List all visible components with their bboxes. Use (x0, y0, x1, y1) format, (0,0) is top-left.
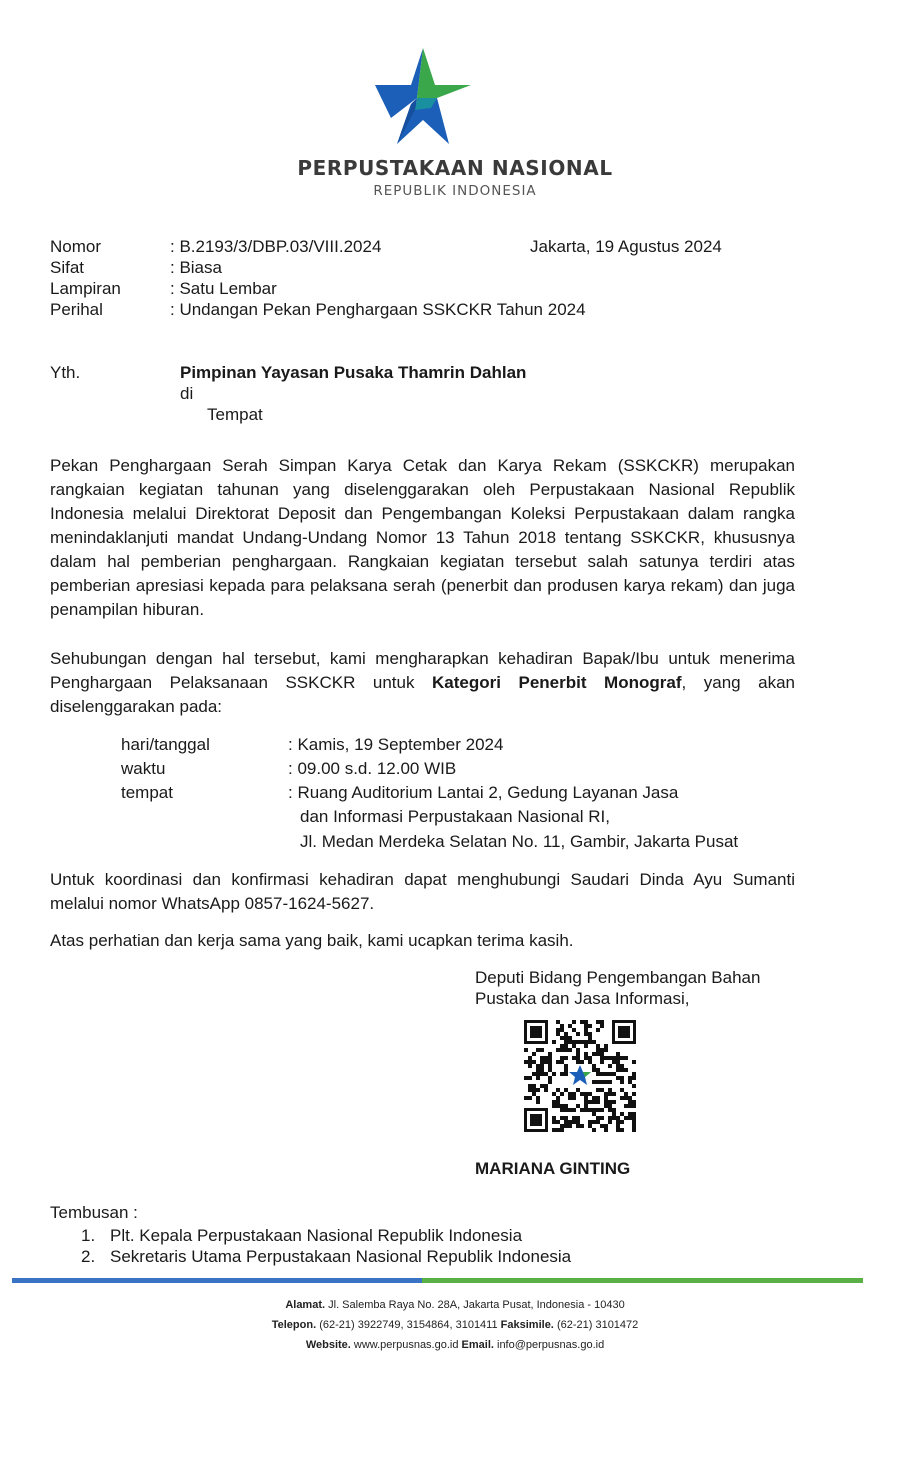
body-paragraph-4: Atas perhatian dan kerja sama yang baik, kami ucapkan terima kasih. (50, 931, 574, 950)
letter-date: Jakarta, 19 Agustus 2024 (530, 237, 722, 256)
meta-row-lampiran (50, 278, 750, 299)
recipient-name: Pimpinan Yayasan Pusaka Thamrin Dahlan (180, 363, 527, 382)
meta-label: Sifat (50, 258, 85, 277)
footer-web: Website. www.perpusnas.go.id Email. info@perpusnas.go.id (305, 1339, 605, 1351)
body-paragraph-2 (50, 647, 795, 719)
meta-label: Perihal (50, 300, 103, 319)
org-name: PERPUSTAKAAN NASIONAL (297, 156, 613, 180)
meta-value: : Satu Lembar (170, 279, 277, 298)
recipient-place: Tempat (207, 405, 263, 424)
award-category: Kategori Penerbit Monograf (432, 673, 682, 692)
para2-text: Sehubungan dengan hal tersebut, kami mengharapkan kehadiran Bapak/Ibu untuk menerima Penghargaan Pelaksanaan SSKCKR untuk (50, 649, 795, 692)
detail-row-date (121, 734, 801, 758)
para2-text-end: , yang akan diselenggarakan pada: (50, 673, 795, 716)
meta-label: Nomor (50, 237, 102, 256)
meta-value: : Undangan Pekan Penghargaan SSKCKR Tahun 2024 (170, 300, 586, 319)
meta-label: Lampiran (50, 279, 121, 298)
meta-row-sifat (50, 257, 750, 278)
recipient-di: di (180, 384, 194, 403)
cc-item: 1. Plt. Kepala Perpustakaan Nasional Republik Indonesia (81, 1226, 523, 1245)
detail-label: tempat (121, 783, 173, 802)
body-paragraph-3: Untuk koordinasi dan konfirmasi kehadiran dapat menghubungi Saudari Dinda Ayu Sumanti melalui nomor WhatsApp 0857-1624-5627. (50, 870, 795, 913)
cc-item: 2. Sekretaris Utama Perpustakaan Nasional Republik Indonesia (81, 1247, 572, 1266)
signatory-title-line-1: Deputi Bidang Pengembangan Bahan (475, 968, 761, 987)
signatory-name: MARIANA GINTING (475, 1159, 631, 1178)
body-paragraph-1: Pekan Penghargaan Serah Simpan Karya Cetak dan Karya Rekam (SSKCKR) merupakan rangkaian kegiatan tahunan yang diselenggarakan oleh Perpustakaan Nasional Republik Indonesia melalui Direktorat Deposit dan Pengembangan Koleksi Perpustakaan dalam rangka menindaklanjuti mandat Undang-Undang Nomor 13 Tahun 2018 tentang SSKCKR, khususnya dalam hal pemberian penghargaan. Rangkaian kegiatan tersebut salah satunya terdiri atas pemberian apresiasi kepada para pelaksana serah (penerbit dan produsen karya rekam) dan juga penampilan hiburan. (50, 456, 795, 619)
meta-row-perihal (50, 299, 750, 320)
detail-place-line-2: dan Informasi Perpustakaan Nasional RI, (300, 807, 610, 826)
detail-label: hari/tanggal (121, 735, 210, 754)
recipient-prefix: Yth. (50, 363, 81, 382)
detail-value: : Ruang Auditorium Lantai 2, Gedung Layanan Jasa (288, 783, 679, 802)
org-subtitle: REPUBLIK INDONESIA (373, 183, 537, 199)
detail-value: : Kamis, 19 September 2024 (288, 735, 504, 754)
footer-divider-blue (12, 1278, 422, 1283)
meta-value: : B.2193/3/DBP.03/VIII.2024 (170, 237, 382, 256)
cc-heading: Tembusan : (50, 1203, 138, 1222)
detail-label: waktu (121, 759, 166, 778)
detail-value: : 09.00 s.d. 12.00 WIB (288, 759, 457, 778)
footer-address: Alamat. Jl. Salemba Raya No. 28A, Jakarta Pusat, Indonesia - 10430 (285, 1299, 625, 1311)
footer-divider-green (422, 1278, 863, 1283)
detail-row-time (121, 758, 801, 782)
perpusnas-star-logo (371, 48, 475, 148)
signature-qr-code (524, 1020, 636, 1132)
detail-place-line-3: Jl. Medan Merdeka Selatan No. 11, Gambir, Jakarta Pusat (300, 832, 739, 851)
detail-row-place (121, 782, 801, 806)
signatory-title-line-2: Pustaka dan Jasa Informasi, (475, 989, 690, 1008)
footer-contact: Telepon. (62-21) 3922749, 3154864, 3101411 Faksimile. (62-21) 3101472 (271, 1319, 639, 1331)
meta-value: : Biasa (170, 258, 222, 277)
